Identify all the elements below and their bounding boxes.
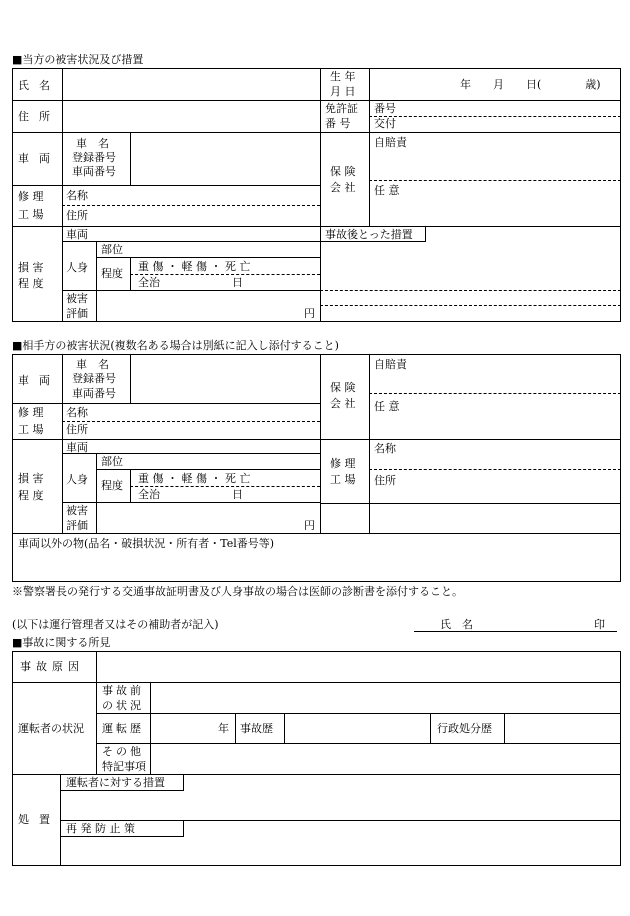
op-damage-full-recovery-label: 全治 <box>138 488 160 501</box>
op-damage-label-2: 程 度 <box>18 489 44 502</box>
driver-status-label: 運転者の状況 <box>18 722 84 735</box>
signature-field[interactable] <box>490 617 588 631</box>
op-insurance-label-1: 保 険 <box>330 381 356 394</box>
op-damage-vehicle-label: 車両 <box>66 441 88 454</box>
op-repair2-label-2: 工 場 <box>330 473 356 486</box>
vehicle-field[interactable] <box>132 134 318 183</box>
other-notes-label-1: その他 <box>102 745 144 758</box>
other-items-label: 車両以外の物(品名・破損状況・所有者・Tel番号等) <box>18 537 275 550</box>
license-label-2: 番 号 <box>325 117 351 130</box>
birth-label-2: 月 日 <box>330 85 356 98</box>
vehicle-label: 車両 <box>18 152 60 165</box>
damage-day-label: 日 <box>232 276 243 289</box>
address-field[interactable] <box>64 102 318 130</box>
damage-person-label: 人身 <box>66 261 88 274</box>
prevention-label: 再 発 防 止 策 <box>66 822 135 835</box>
insurance-label-2: 会 社 <box>330 181 356 194</box>
op-damage-eval-label-1: 被害 <box>66 504 88 517</box>
name-field[interactable] <box>64 70 318 98</box>
license-issue-label: 交付 <box>374 117 396 130</box>
damage-degree-label: 程度 <box>101 267 123 280</box>
other-notes-label-2: 特記事項 <box>102 760 146 773</box>
damage-eval-label-1: 被害 <box>66 292 88 305</box>
attachment-note: ※警察署長の発行する交通事故証明書及び人身事故の場合は医師の診断書を添付すること。 <box>12 585 463 598</box>
other-items-field[interactable] <box>14 552 619 580</box>
op-repair2-address-label: 住所 <box>374 474 396 487</box>
damage-part-label: 部位 <box>101 243 123 256</box>
compulsory-insurance-label: 自賠責 <box>374 136 407 149</box>
op-repair-address-label: 住所 <box>66 423 88 436</box>
driving-history-year-label: 年 <box>218 722 229 735</box>
before-accident-label-1: 事故前 <box>102 684 144 697</box>
after-measures-label: 事故後とった措置 <box>325 228 413 241</box>
measures-label: 処置 <box>18 813 60 826</box>
damage-eval-label-2: 評価 <box>66 307 88 320</box>
op-compulsory-insurance-label: 自賠責 <box>374 358 407 371</box>
damage-full-recovery-label: 全治 <box>138 276 160 289</box>
prevention-field[interactable] <box>62 838 619 864</box>
cause-label: 事故原因 <box>20 660 84 673</box>
op-repair2-label-1: 修 理 <box>330 457 356 470</box>
driver-measures-label: 運転者に対する措置 <box>66 776 165 789</box>
signature-name-label: 氏 名 <box>440 618 473 631</box>
op-repair2-name-label: 名称 <box>374 442 396 455</box>
op-damage-person-label: 人身 <box>66 473 88 486</box>
op-damage-day-label: 日 <box>232 488 243 501</box>
op-vehicle-make-label: 車 名 <box>76 358 109 371</box>
op-repair-label-1: 修 理 <box>18 406 44 419</box>
voluntary-insurance-label: 任 意 <box>374 184 400 197</box>
driver-measures-field[interactable] <box>62 792 619 818</box>
vehicle-make-label: 車 名 <box>76 137 109 150</box>
op-damage-eval-label-2: 評価 <box>66 519 88 532</box>
section1-title: ■当方の被害状況及び措置 <box>12 53 144 66</box>
cause-field[interactable] <box>98 653 619 680</box>
vehicle-no-label: 車両番号 <box>72 165 116 178</box>
insurance-label-1: 保 険 <box>330 165 356 178</box>
section2-title: ■相手方の被害状況(複数名ある場合は別紙に記入し添付すること) <box>12 339 339 352</box>
address-label: 住所 <box>18 110 60 123</box>
damage-yen-label: 円 <box>304 307 315 320</box>
birth-label-1: 生 年 <box>330 70 356 83</box>
op-damage-degree-label: 程度 <box>101 479 123 492</box>
repair-address-label: 住所 <box>66 209 88 222</box>
op-vehicle-no-label: 車両番号 <box>72 387 116 400</box>
op-damage-part-label: 部位 <box>101 455 123 468</box>
op-vehicle-field[interactable] <box>132 356 318 401</box>
driving-history-label: 運転歴 <box>102 722 144 735</box>
op-damage-severity-options[interactable]: 重 傷 ・ 軽 傷 ・ 死 亡 <box>138 472 251 485</box>
op-damage-yen-label: 円 <box>304 519 315 532</box>
repair-shop-label-1: 修 理 <box>18 190 44 203</box>
op-vehicle-reg-label: 登録番号 <box>72 372 116 385</box>
damage-label-2: 程 度 <box>18 277 44 290</box>
damage-severity-options[interactable]: 重 傷 ・ 軽 傷 ・ 死 亡 <box>138 260 251 273</box>
birth-value[interactable]: 年 月 日( 歳) <box>460 78 601 91</box>
name-label: 氏名 <box>18 79 60 92</box>
section3-title: ■事故に関する所見 <box>12 636 111 649</box>
before-accident-label-2: の状況 <box>102 699 144 712</box>
op-voluntary-insurance-label: 任 意 <box>374 400 400 413</box>
license-number-label: 番号 <box>374 102 396 115</box>
op-repair-label-2: 工 場 <box>18 423 44 436</box>
op-repair-name-label: 名称 <box>66 406 88 419</box>
op-damage-label-1: 損 害 <box>18 472 44 485</box>
vehicle-reg-label: 登録番号 <box>72 151 116 164</box>
signature-seal-label: 印 <box>594 618 605 631</box>
repair-name-label: 名称 <box>66 189 88 202</box>
damage-label-1: 損 害 <box>18 261 44 274</box>
manager-intro: (以下は運行管理者又はその補助者が記入) <box>12 618 219 631</box>
op-vehicle-label: 車両 <box>18 374 60 387</box>
damage-vehicle-label: 車両 <box>66 228 88 241</box>
accident-history-label: 事故歴 <box>240 722 273 735</box>
repair-shop-label-2: 工 場 <box>18 208 44 221</box>
op-insurance-label-2: 会 社 <box>330 397 356 410</box>
license-label-1: 免許証 <box>325 102 358 115</box>
admin-history-label: 行政処分歴 <box>437 722 492 735</box>
